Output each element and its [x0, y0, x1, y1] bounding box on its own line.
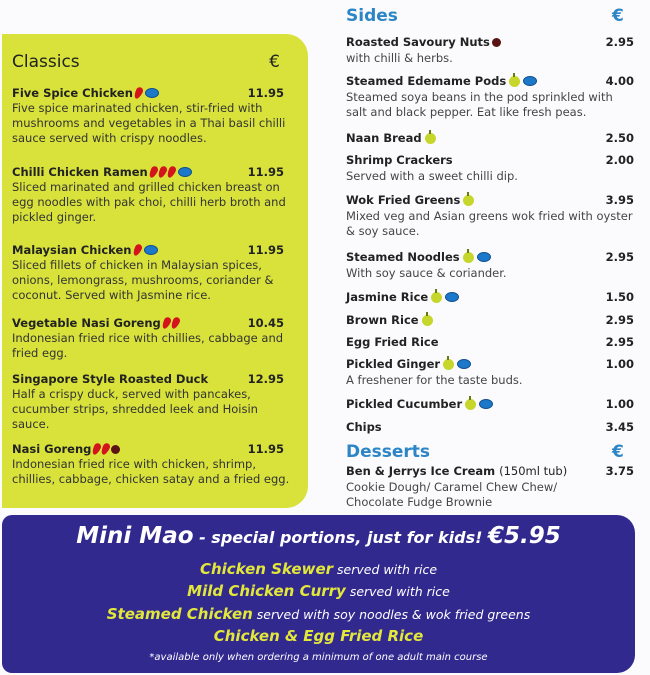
kids-item [2, 581, 635, 600]
item-unit: (150ml tub) [499, 464, 568, 478]
item-price: 10.45 [247, 316, 284, 330]
kids-footnote: *available only when ordering a minimum of one adult main course [149, 652, 488, 663]
item-name: Shrimp Crackers [346, 153, 453, 167]
sides-title: Sides [346, 6, 398, 26]
menu-item [12, 442, 292, 487]
item-name: Steamed Noodles [346, 250, 460, 264]
menu-item [346, 464, 634, 510]
kids-dish: Mild Chicken Curry [187, 582, 346, 600]
item-description: With soy sauce & coriander. [346, 266, 507, 280]
blue-oval-icon [445, 292, 459, 302]
item-price: 11.95 [247, 86, 284, 100]
menu-item [346, 357, 634, 388]
kids-dish-extra: served with rice [333, 562, 438, 577]
menu-item [346, 313, 634, 327]
item-name: Singapore Style Roasted Duck [12, 372, 209, 386]
item-price: 11.95 [247, 243, 284, 257]
blue-oval-icon [178, 167, 192, 177]
item-price: 11.95 [247, 442, 284, 456]
item-price: 3.95 [605, 193, 634, 207]
kids-title: Mini Mao [76, 523, 194, 549]
kids-subtitle: - special portions, just for kids! [193, 528, 488, 547]
item-price: 1.00 [605, 397, 634, 411]
item-name: Pickled Ginger [346, 357, 441, 371]
menu-item [346, 420, 634, 434]
menu-item [12, 86, 292, 146]
kids-dish: Chicken Skewer [199, 560, 334, 578]
menu-item [346, 335, 634, 349]
item-price: 11.95 [247, 165, 284, 179]
kids-header [2, 523, 635, 549]
menu-item [346, 250, 634, 281]
item-description: A freshener for the taste buds. [346, 373, 523, 387]
classics-panel [2, 34, 308, 508]
apple-icon [465, 399, 476, 410]
menu-item [346, 193, 634, 239]
apple-icon [509, 76, 520, 87]
item-name: Ben & Jerrys Ice Cream [346, 464, 496, 478]
item-price: 1.00 [605, 357, 634, 371]
menu-item [346, 74, 634, 120]
desserts-title: Desserts [346, 442, 431, 462]
item-description: Indonesian fried rice with chillies, cabbage and fried egg. [12, 331, 284, 360]
item-description: Half a crispy duck, served with pancakes, cucumber strips, shredded leek and Hoisin sauce. [12, 387, 258, 431]
item-description: Sliced marinated and grilled chicken breast on egg noodles with pak choi, chilli herb broth and pickled ginger. [12, 180, 286, 224]
item-description: Sliced fillets of chicken in Malaysian spices, onions, lemongrass, mushrooms, coriander & coconut. Served with Jasmine rice. [12, 258, 274, 302]
sides-currency: € [612, 6, 624, 26]
item-description: with chilli & herbs. [346, 51, 453, 65]
classics-title: Classics [12, 52, 80, 72]
menu-item [346, 397, 634, 411]
chili-icon [147, 165, 158, 179]
menu-item [12, 165, 292, 225]
menu-item [12, 243, 292, 303]
item-description: Indonesian fried rice with chicken, shrimp, chillies, cabbage, chicken satay and a fried egg. [12, 457, 290, 486]
chili-icon [156, 165, 167, 179]
item-name: Vegetable Nasi Goreng [12, 316, 161, 330]
menu-item [12, 372, 292, 432]
item-name: Chilli Chicken Ramen [12, 165, 148, 179]
item-name: Egg Fried Rice [346, 335, 439, 349]
item-name: Naan Bread [346, 131, 422, 145]
blue-oval-icon [523, 76, 537, 86]
item-name: Five Spice Chicken [12, 86, 133, 100]
kids-menu-panel [2, 515, 635, 673]
item-description: Steamed soya beans in the pod sprinkled with salt and black pepper. Eat like fresh peas. [346, 90, 613, 119]
blue-oval-icon [145, 88, 159, 98]
item-name: Chips [346, 420, 382, 434]
classics-header [12, 52, 280, 72]
apple-icon [425, 133, 436, 144]
item-description: Served with a sweet chilli dip. [346, 169, 518, 183]
kids-dish: Steamed Chicken [106, 605, 253, 623]
blue-oval-icon [144, 245, 158, 255]
item-price: 4.00 [605, 74, 634, 88]
item-price: 2.95 [605, 35, 634, 49]
item-description: Cookie Dough/ Caramel Chew Chew/ Chocolate Fudge Brownie [346, 480, 558, 509]
blue-oval-icon [477, 252, 491, 262]
item-price: 2.00 [605, 153, 634, 167]
item-name: Wok Fried Greens [346, 193, 461, 207]
kids-item [2, 604, 635, 623]
item-name: Jasmine Rice [346, 290, 429, 304]
nut-icon [492, 38, 501, 47]
apple-icon [463, 252, 474, 263]
item-description: Mixed veg and Asian greens wok fried with oyster & soy sauce. [346, 209, 633, 238]
menu-item [346, 35, 634, 66]
apple-icon [463, 195, 474, 206]
apple-icon [431, 292, 442, 303]
chili-icon [161, 316, 172, 330]
kids-dish-extra: served with soy noodles & wok fried greens [252, 607, 531, 622]
chili-icon [165, 165, 176, 179]
item-description: Five spice marinated chicken, stir-fried with mushrooms and vegetables in a Thai basil chilli sauce served with crispy noodles. [12, 101, 286, 145]
item-name: Nasi Goreng [12, 442, 92, 456]
blue-oval-icon [457, 359, 471, 369]
menu-item [12, 316, 292, 361]
item-name: Pickled Cucumber [346, 397, 463, 411]
chili-icon [100, 442, 111, 456]
menu-item [346, 290, 634, 304]
item-price: 3.75 [605, 464, 634, 478]
menu-item [346, 153, 634, 184]
desserts-currency: € [612, 442, 624, 462]
blue-oval-icon [479, 399, 493, 409]
item-price: 2.95 [605, 313, 634, 327]
apple-icon [422, 315, 433, 326]
nut-icon [111, 445, 120, 454]
item-price: 12.95 [247, 372, 284, 386]
chili-icon [170, 316, 181, 330]
item-price: 2.95 [605, 250, 634, 264]
item-name: Malaysian Chicken [12, 243, 132, 257]
chili-icon [133, 86, 144, 100]
kids-item [2, 626, 635, 645]
item-price: 2.50 [605, 131, 634, 145]
apple-icon [443, 359, 454, 370]
menu-item [346, 131, 634, 145]
item-name: Brown Rice [346, 313, 419, 327]
kids-price: €5.95 [487, 523, 561, 549]
item-price: 3.45 [605, 420, 634, 434]
item-price: 1.50 [605, 290, 634, 304]
item-name: Roasted Savoury Nuts [346, 35, 490, 49]
kids-dish-extra: served with rice [345, 584, 450, 599]
classics-currency: € [269, 52, 280, 72]
kids-item [2, 559, 635, 578]
item-name: Steamed Edemame Pods [346, 74, 507, 88]
kids-dish: Chicken & Egg Fried Rice [213, 627, 424, 645]
chili-icon [131, 243, 142, 257]
item-price: 2.95 [605, 335, 634, 349]
